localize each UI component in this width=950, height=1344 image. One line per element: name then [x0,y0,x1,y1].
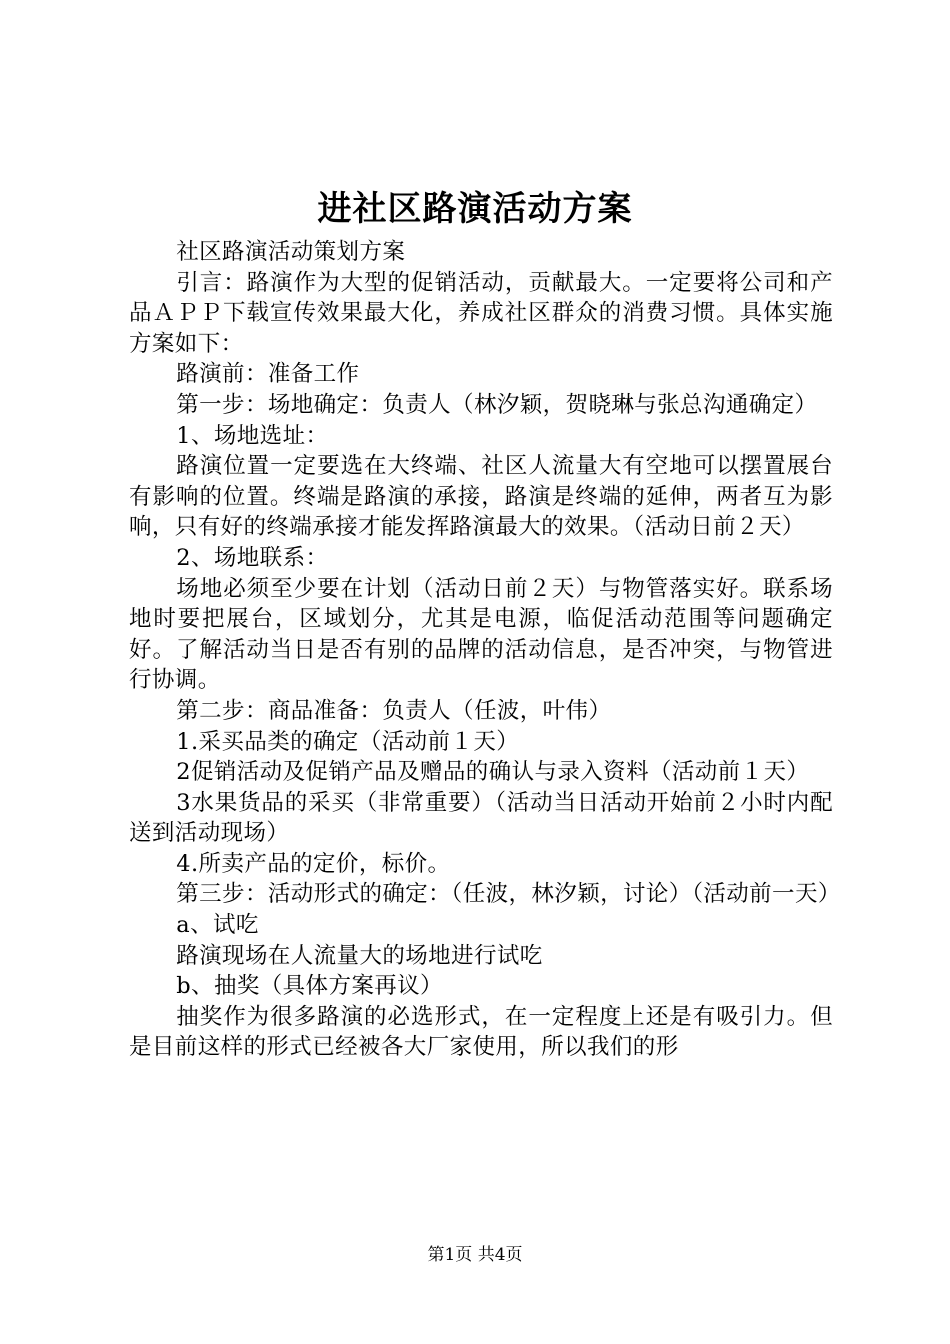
paragraph: 路演前：准备工作 [176,361,360,388]
paragraph: 场地必须至少要在计划（活动日前２天）与物管落实好。联系场地时要把展台，区域划分，尤其是电源，临促活动范围等问题确定好。了解活动当日是否有别的品牌的活动信息，是否冲突，与物管进行协调。 [129,575,833,694]
paragraph: 1、场地选址： [176,422,329,449]
paragraph: 1.采买品类的确定（活动前１天） [176,728,520,755]
paragraph: 4.所卖产品的定价，标价。 [176,850,451,877]
paragraph: 3水果货品的采买（非常重要）（活动当日活动开始前２小时内配送到活动现场） [129,789,833,847]
paragraph: 路演位置一定要选在大终端、社区人流量大有空地可以摆置展台有影响的位置。终端是路演的承接，路演是终端的延伸，两者互为影响，只有好的终端承接才能发挥路演最大的效果。（活动日前２天） [129,453,833,541]
document-title: 进社区路演活动方案 [317,189,633,229]
paragraph: 社区路演活动策划方案 [176,239,406,265]
paragraph: 抽奖作为很多路演的必选形式，在一定程度上还是有吸引力。但是目前这样的形式已经被各大厂家使用，所以我们的形 [129,1003,833,1061]
paragraph: b、抽奖（具体方案再议） [176,973,443,1000]
paragraph: 第三步：活动形式的确定：（任波，林汐颖，讨论）（活动前一天） [176,881,841,908]
paragraph: 第二步：商品准备：负责人（任波，叶伟） [176,697,612,724]
page-footer: 第1页 共4页 [427,1245,523,1265]
paragraph: 引言：路演作为大型的促销活动，贡献最大。一定要将公司和产品ＡＰＰ下载宣传效果最大化，养成社区群众的消费习惯。具体实施方案如下： [129,269,833,357]
paragraph: 2、场地联系： [176,544,329,571]
paragraph: 路演现场在人流量大的场地进行试吃 [176,942,543,969]
paragraph: 第一步：场地确定：负责人（林汐颖，贺晓琳与张总沟通确定） [176,391,818,418]
document-body [129,237,841,1063]
paragraph: 2促销活动及促销产品及赠品的确认与录入资料（活动前１天） [176,759,810,786]
paragraph: a、试吃 [176,912,259,939]
